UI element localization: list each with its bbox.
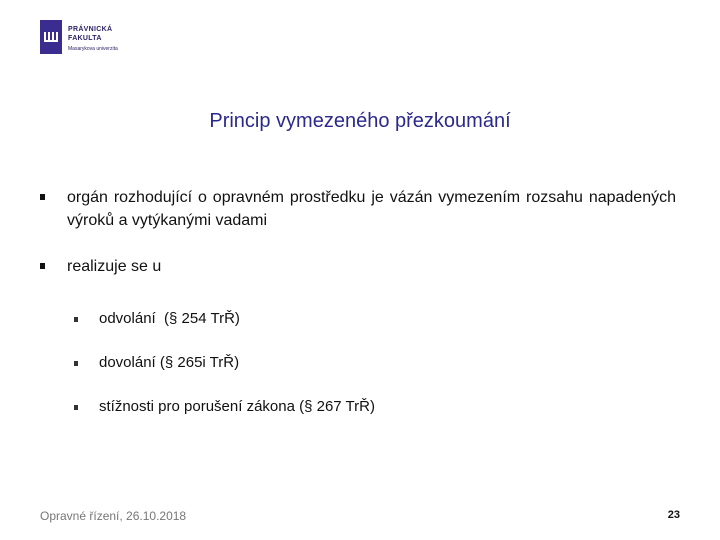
- logo-text: [68, 25, 118, 54]
- logo-line-3: Masarykova univerzita: [68, 46, 118, 52]
- bullet-text: orgán rozhodující o opravném prostředku je vázán vymezením rozsahu napadených výroků a vytýkanými vadami: [67, 189, 676, 229]
- square-bullet-icon: [74, 361, 78, 366]
- sub-bullet-item: [74, 397, 674, 417]
- slide-title: Princip vymezeného přezkoumání: [209, 110, 511, 132]
- square-bullet-icon: [74, 317, 78, 322]
- faculty-logo: [40, 20, 140, 60]
- sub-bullet-text: stížnosti pro porušení zákona (§ 267 TrŘ): [99, 398, 375, 415]
- logo-line-2: FAKULTA: [68, 35, 102, 42]
- square-bullet-icon: [40, 194, 45, 200]
- square-bullet-icon: [74, 405, 78, 410]
- sub-bullet-text: dovolání (§ 265i TrŘ): [99, 354, 240, 371]
- sub-bullet-item: [74, 309, 674, 329]
- bullet-list: [40, 186, 676, 278]
- logo-line-1: PRÁVNICKÁ: [68, 26, 113, 33]
- sub-bullet-text: odvolání (§ 254 TrŘ): [99, 310, 240, 327]
- sub-bullet-item: [74, 353, 674, 373]
- footer-caption: Opravné řízení, 26.10.2018: [40, 509, 187, 523]
- bullet-item: [40, 186, 676, 232]
- bullet-text: realizuje se u: [67, 258, 162, 275]
- square-bullet-icon: [40, 263, 45, 269]
- mu-logo-icon: [43, 30, 59, 44]
- bullet-item: [40, 255, 676, 278]
- logo-mark-icon: [40, 20, 62, 54]
- sub-bullet-list: [74, 309, 674, 441]
- page-number: 23: [667, 509, 680, 521]
